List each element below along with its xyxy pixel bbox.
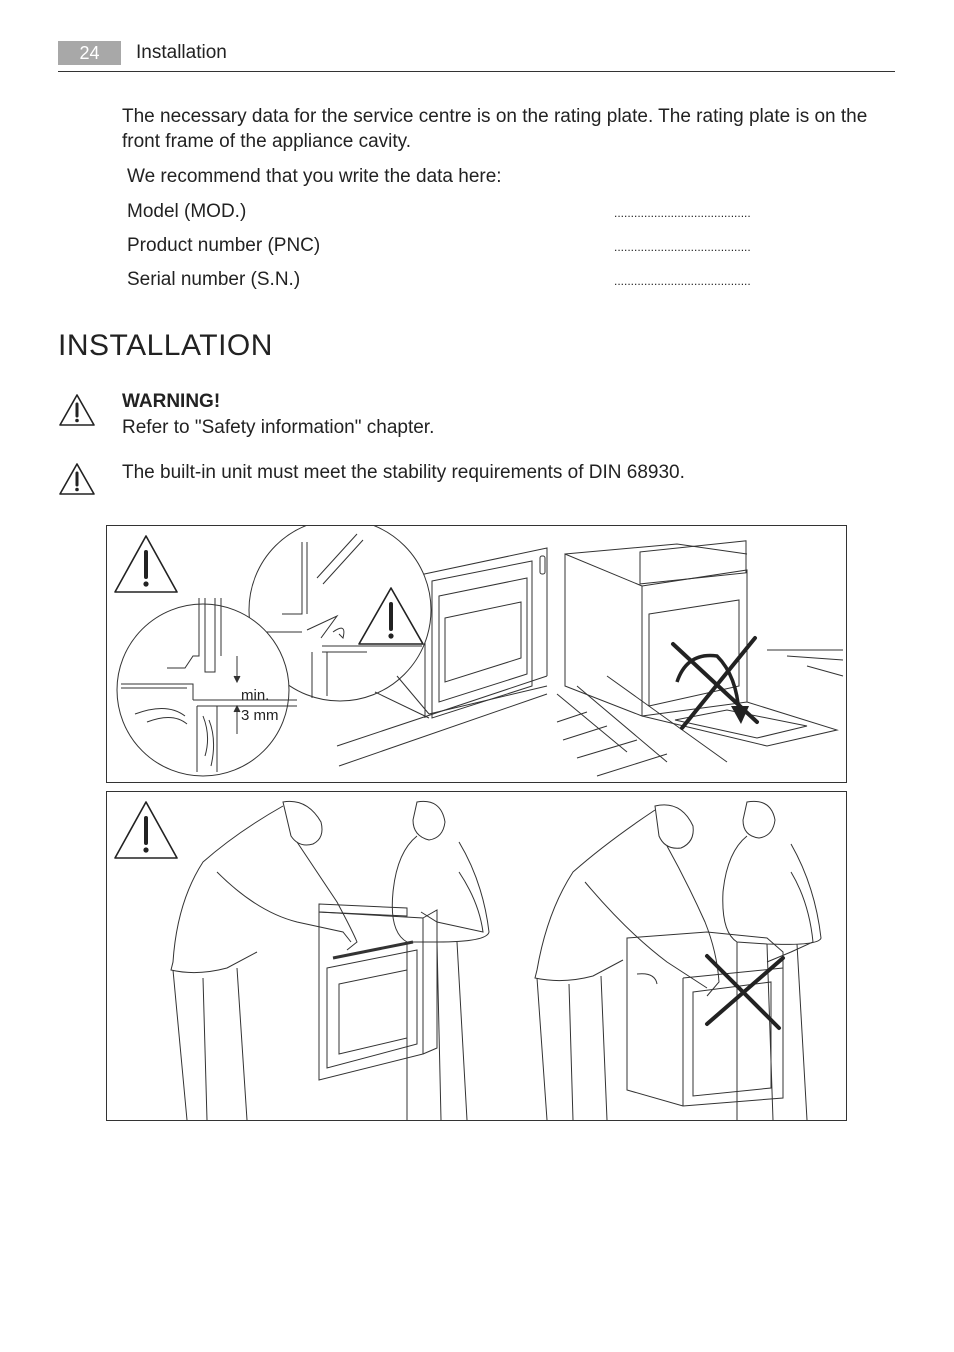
- field-label-serial: Serial number (S.N.): [127, 269, 301, 290]
- recommend-text: We recommend that you write the data here:: [127, 166, 502, 187]
- installation-gap-illustration: [107, 526, 846, 782]
- installation-gap-figure: [106, 525, 847, 783]
- warning-triangle-icon: [115, 536, 177, 592]
- field-blank-serial: .........................................: [614, 274, 751, 288]
- warning-title: WARNING!: [122, 391, 221, 412]
- section-title: INSTALLATION: [58, 329, 273, 362]
- page-number: 24: [58, 41, 121, 65]
- warning-triangle-icon: [115, 802, 177, 858]
- warning-text: Refer to "Safety information" chapter.: [122, 417, 435, 438]
- field-label-pnc: Product number (PNC): [127, 235, 321, 256]
- field-blank-pnc: .........................................: [614, 240, 751, 254]
- lifting-oven-figure: [106, 791, 847, 1121]
- gap-min-label: min.: [241, 687, 270, 704]
- page-header: [58, 40, 895, 72]
- rating-plate-paragraph: The necessary data for the service centre is on the rating plate. The rating plate is on the front frame of the appliance cavity.: [122, 106, 868, 152]
- stability-note: The built-in unit must meet the stability requirements of DIN 68930.: [122, 462, 685, 483]
- field-blank-model: .........................................: [614, 206, 751, 220]
- gap-mm-label: 3 mm: [241, 707, 279, 724]
- warning-triangle-icon: [58, 393, 96, 427]
- header-section-name: Installation: [136, 42, 227, 63]
- warning-triangle-icon: [58, 462, 96, 496]
- lifting-oven-illustration: [107, 792, 846, 1120]
- field-label-model: Model (MOD.): [127, 201, 247, 222]
